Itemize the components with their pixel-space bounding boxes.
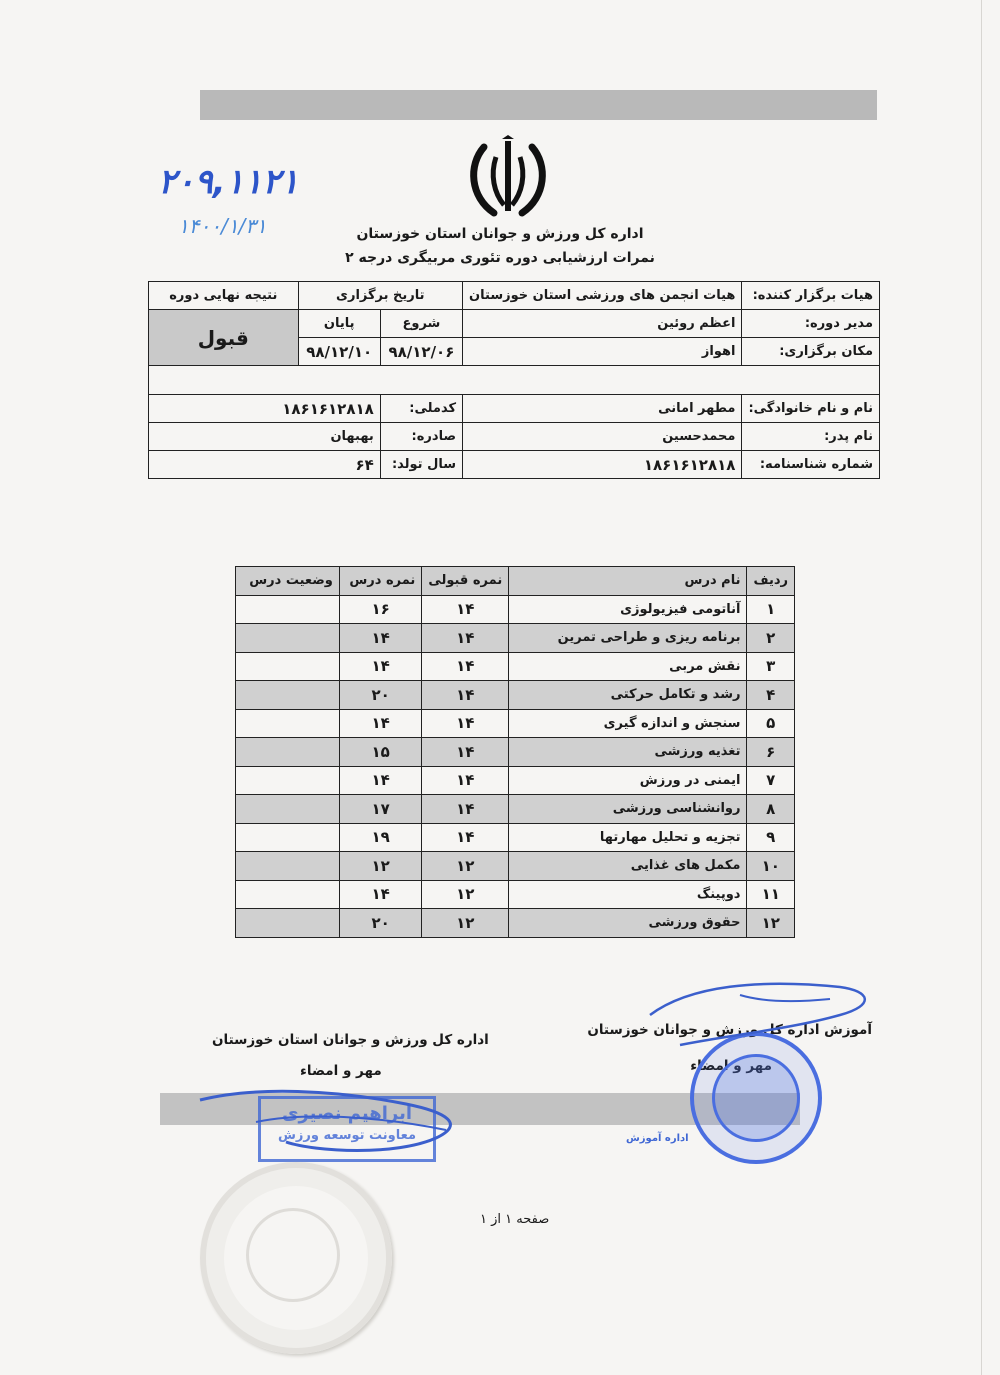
cell-pass-score: ۱۲ (422, 880, 509, 909)
cell-course-name: برنامه ریزی و طراحی تمرین (509, 624, 747, 653)
header-course: نام درس (509, 567, 747, 596)
left-signature-sub: مهر و امضاء (300, 1063, 382, 1079)
cell-course-name: حقوق ورزشی (509, 909, 747, 938)
signature-scribble (196, 1082, 486, 1172)
cell-pass-score: ۱۴ (422, 766, 509, 795)
result-value: قبول (149, 310, 299, 366)
cell-status (236, 624, 340, 653)
organizer-value: هیات انجمن های ورزشی استان خوزستان (463, 282, 742, 310)
manager-value: اعظم روئین (463, 310, 742, 338)
header-score: نمره درس (339, 567, 421, 596)
organizer-label: هیات برگزار کننده: (742, 282, 880, 310)
cell-row-number: ۷ (747, 766, 795, 795)
embossed-seal-inner (246, 1208, 340, 1302)
grades-table (235, 566, 795, 938)
cell-row-number: ۴ (747, 681, 795, 710)
cell-status (236, 709, 340, 738)
idno-value: ۱۸۶۱۶۱۲۸۱۸ (463, 451, 742, 479)
cell-course-score: ۲۰ (339, 681, 421, 710)
cell-course-score: ۱۷ (339, 795, 421, 824)
page-edge (981, 0, 982, 1375)
table-row (236, 909, 795, 938)
cell-course-score: ۱۴ (339, 709, 421, 738)
header-pass: نمره قبولی (422, 567, 509, 596)
page-number: صفحه ۱ از ۱ (480, 1212, 550, 1227)
date-label: تاریخ برگزاری (298, 282, 462, 310)
cell-row-number: ۶ (747, 738, 795, 767)
table-row (236, 852, 795, 881)
cell-course-name: دوپینگ (509, 880, 747, 909)
cell-row-number: ۵ (747, 709, 795, 738)
start-date: ۹۸/۱۲/۰۶ (380, 338, 462, 366)
cell-course-name: نقش مربی (509, 652, 747, 681)
table-row (236, 681, 795, 710)
cell-row-number: ۸ (747, 795, 795, 824)
signature-scribble-right (640, 975, 880, 1055)
right-signature-title: آموزش اداره کل ورزش و جوانان خوزستان (587, 1022, 872, 1038)
cell-course-score: ۱۶ (339, 595, 421, 624)
cell-pass-score: ۱۴ (422, 652, 509, 681)
table-row (236, 880, 795, 909)
table-row (236, 823, 795, 852)
header-row-number: ردیف (747, 567, 795, 596)
table-row (236, 595, 795, 624)
page-title: نمرات ارزشیابی دوره تئوری مربیگری درجه ۲ (345, 250, 655, 266)
cell-status (236, 766, 340, 795)
cell-pass-score: ۱۲ (422, 852, 509, 881)
cell-course-name: آناتومی فیزیولوژی (509, 595, 747, 624)
start-label: شروع (380, 310, 462, 338)
table-row (236, 624, 795, 653)
idno-label: شماره شناسنامه: (742, 451, 880, 479)
location-value: اهواز (463, 338, 742, 366)
cell-pass-score: ۱۴ (422, 681, 509, 710)
handwritten-date: ۱۴۰۰/۱/۳۱ (178, 214, 267, 238)
course-info-table (148, 281, 880, 479)
cell-pass-score: ۱۴ (422, 624, 509, 653)
cell-course-score: ۱۴ (339, 766, 421, 795)
table-row (236, 795, 795, 824)
name-stamp-line1: ابراهیم نصیری (281, 1103, 413, 1124)
spacer-row (149, 366, 880, 395)
cell-course-score: ۱۲ (339, 852, 421, 881)
cell-status (236, 652, 340, 681)
cell-course-name: سنجش و اندازه گیری (509, 709, 747, 738)
cell-course-score: ۱۴ (339, 652, 421, 681)
cell-pass-score: ۱۴ (422, 595, 509, 624)
iran-emblem-icon (462, 135, 554, 221)
cell-course-name: تغذیه ورزشی (509, 738, 747, 767)
table-row (236, 652, 795, 681)
cell-course-score: ۱۴ (339, 624, 421, 653)
cell-status (236, 909, 340, 938)
org-title: اداره کل ورزش و جوانان استان خوزستان (356, 226, 644, 242)
birth-label: سال تولد: (380, 451, 462, 479)
cell-course-score: ۱۴ (339, 880, 421, 909)
cell-course-score: ۱۹ (339, 823, 421, 852)
end-date: ۹۸/۱۲/۱۰ (298, 338, 380, 366)
cell-course-name: تجزیه و تحلیل مهارتها (509, 823, 747, 852)
father-value: محمدحسین (463, 423, 742, 451)
cell-pass-score: ۱۴ (422, 738, 509, 767)
manager-label: مدیر دوره: (742, 310, 880, 338)
round-stamp-inner (712, 1054, 800, 1142)
right-signature-sub: مهر و امضاء (690, 1058, 772, 1074)
result-label: نتیجه نهایی دوره (149, 282, 299, 310)
father-label: نام پدر: (742, 423, 880, 451)
round-stamp-label: اداره آموزش (626, 1133, 689, 1144)
table-row (236, 766, 795, 795)
cell-course-score: ۲۰ (339, 909, 421, 938)
cell-course-name: روانشناسی ورزشی (509, 795, 747, 824)
cell-course-name: ایمنی در ورزش (509, 766, 747, 795)
national-label: کدملی: (380, 395, 462, 423)
cell-row-number: ۳ (747, 652, 795, 681)
name-stamp-line2: معاونت توسعه ورزش (277, 1128, 417, 1143)
cell-status (236, 681, 340, 710)
embossed-seal (200, 1162, 392, 1354)
left-signature-title: اداره کل ورزش و جوانان استان خوزستان (212, 1032, 489, 1048)
cell-row-number: ۱۱ (747, 880, 795, 909)
cell-course-name: رشد و تکامل حرکتی (509, 681, 747, 710)
cell-pass-score: ۱۴ (422, 709, 509, 738)
cell-row-number: ۱ (747, 595, 795, 624)
name-value: مطهر امانی (463, 395, 742, 423)
cell-status (236, 852, 340, 881)
end-label: پایان (298, 310, 380, 338)
header-grey-strip (200, 90, 877, 120)
national-value: ۱۸۶۱۶۱۲۸۱۸ (149, 395, 381, 423)
cell-status (236, 880, 340, 909)
cell-pass-score: ۱۴ (422, 795, 509, 824)
issued-value: بهبهان (149, 423, 381, 451)
cell-row-number: ۱۰ (747, 852, 795, 881)
birth-value: ۶۴ (149, 451, 381, 479)
cell-status (236, 795, 340, 824)
location-label: مکان برگزاری: (742, 338, 880, 366)
header-status: وضعیت درس (236, 567, 340, 596)
cell-course-name: مکمل های غذایی (509, 852, 747, 881)
cell-status (236, 823, 340, 852)
name-label: نام و نام خانوادگی: (742, 395, 880, 423)
issued-label: صادره: (380, 423, 462, 451)
cell-row-number: ۱۲ (747, 909, 795, 938)
table-row (236, 738, 795, 767)
handwritten-number: ۲۰۹,۱۱۲۱ (158, 162, 299, 202)
cell-row-number: ۹ (747, 823, 795, 852)
cell-status (236, 738, 340, 767)
cell-status (236, 595, 340, 624)
cell-row-number: ۲ (747, 624, 795, 653)
cell-course-score: ۱۵ (339, 738, 421, 767)
table-row (236, 709, 795, 738)
cell-pass-score: ۱۲ (422, 909, 509, 938)
cell-pass-score: ۱۴ (422, 823, 509, 852)
